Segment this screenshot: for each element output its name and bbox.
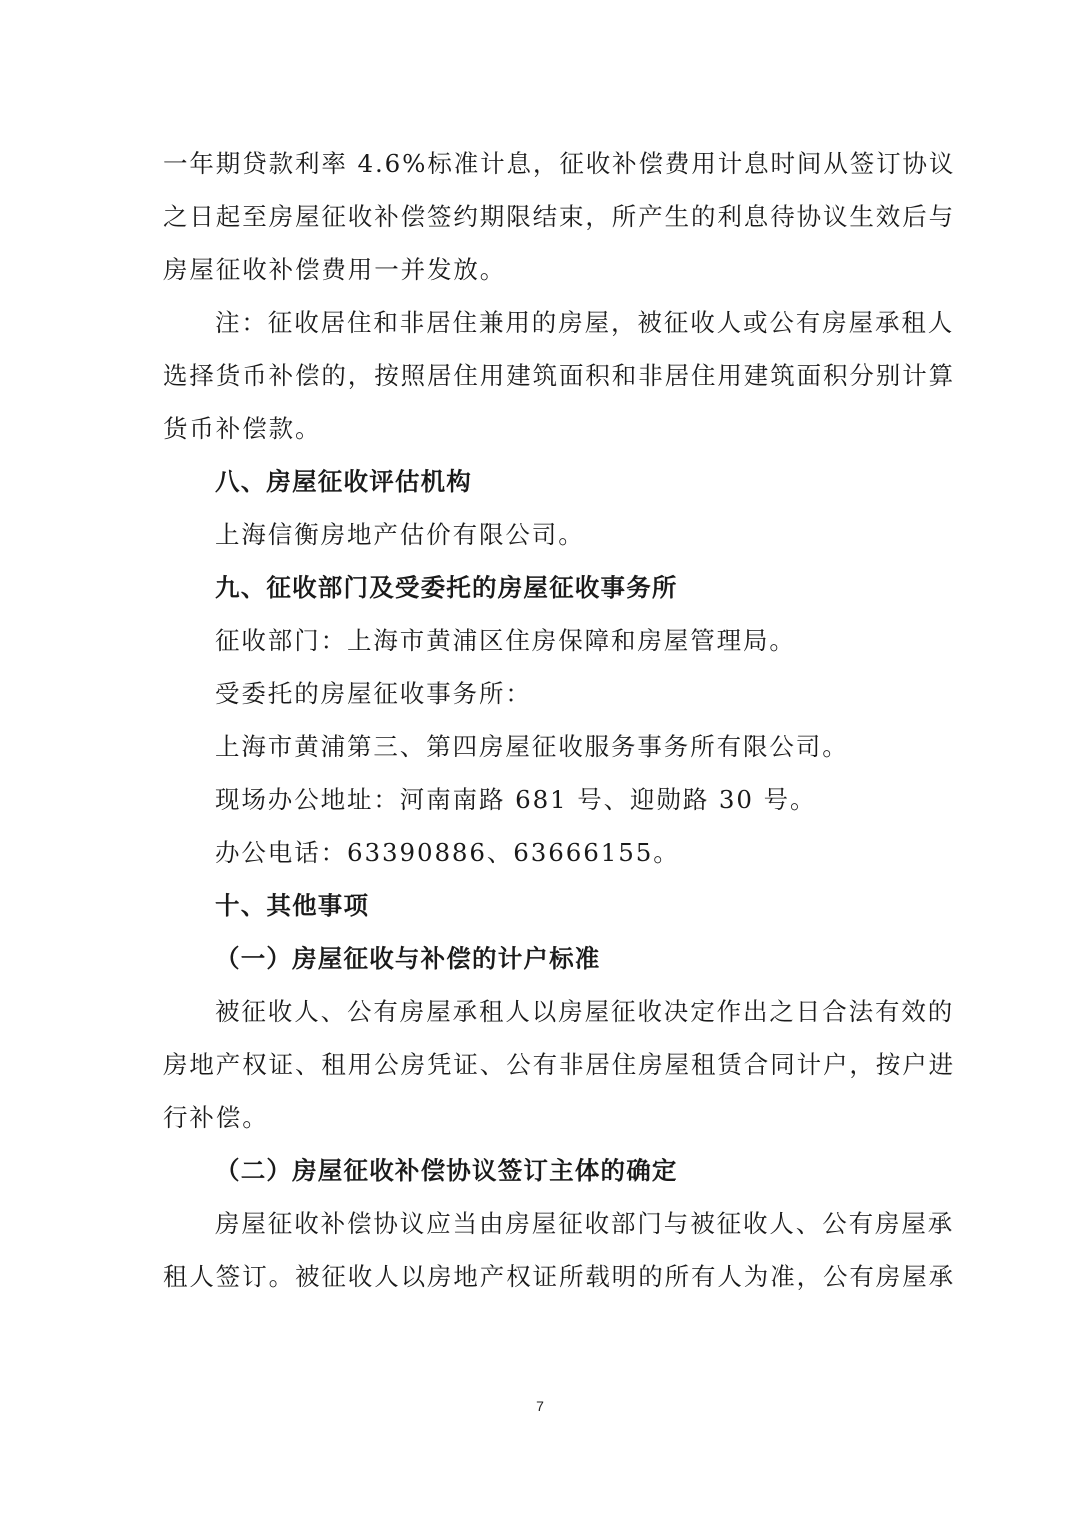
- subsection-2-line-2: 租人签订。被征收人以房地产权证所载明的所有人为准，公有房屋承: [163, 1262, 955, 1291]
- subsection-1-heading: （一）房屋征收与补偿的计户标准: [215, 944, 601, 973]
- office-phone: 办公电话：63390886、63666155。: [215, 838, 680, 867]
- note-paragraph-line-1: 注：征收居住和非居住兼用的房屋，被征收人或公有房屋承租人: [215, 308, 955, 337]
- subsection-1-line-2: 房地产权证、租用公房凭证、公有非居住房屋租赁合同计户，按户进: [163, 1050, 955, 1079]
- interest-paragraph-line-3: 房屋征收补偿费用一并发放。: [163, 255, 507, 284]
- note-paragraph-line-2: 选择货币补偿的，按照居住用建筑面积和非居住用建筑面积分别计算: [163, 361, 955, 390]
- interest-paragraph-line-2: 之日起至房屋征收补偿签约期限结束，所产生的利息待协议生效后与: [163, 202, 955, 231]
- agency-label: 受委托的房屋征收事务所：: [215, 679, 532, 708]
- page-number: 7: [536, 1398, 544, 1414]
- subsection-2-line-1: 房屋征收补偿协议应当由房屋征收部门与被征收人、公有房屋承: [215, 1209, 955, 1238]
- subsection-1-line-3: 行补偿。: [163, 1103, 269, 1132]
- section-8-content: 上海信衡房地产估价有限公司。: [215, 520, 585, 549]
- interest-paragraph-line-1: 一年期贷款利率 4.6%标准计息，征收补偿费用计息时间从签订协议: [163, 149, 956, 178]
- note-paragraph-line-3: 货币补偿款。: [163, 414, 322, 443]
- section-10-heading: 十、其他事项: [215, 891, 370, 920]
- office-address: 现场办公地址：河南南路 681 号、迎勋路 30 号。: [215, 785, 817, 814]
- subsection-1-line-1: 被征收人、公有房屋承租人以房屋征收决定作出之日合法有效的: [215, 997, 955, 1026]
- expropriation-department: 征收部门：上海市黄浦区住房保障和房屋管理局。: [215, 626, 796, 655]
- agency-name: 上海市黄浦第三、第四房屋征收服务事务所有限公司。: [215, 732, 849, 761]
- subsection-2-heading: （二）房屋征收补偿协议签订主体的确定: [215, 1156, 678, 1185]
- section-8-heading: 八、房屋征收评估机构: [215, 467, 472, 496]
- section-9-heading: 九、征收部门及受委托的房屋征收事务所: [215, 573, 678, 602]
